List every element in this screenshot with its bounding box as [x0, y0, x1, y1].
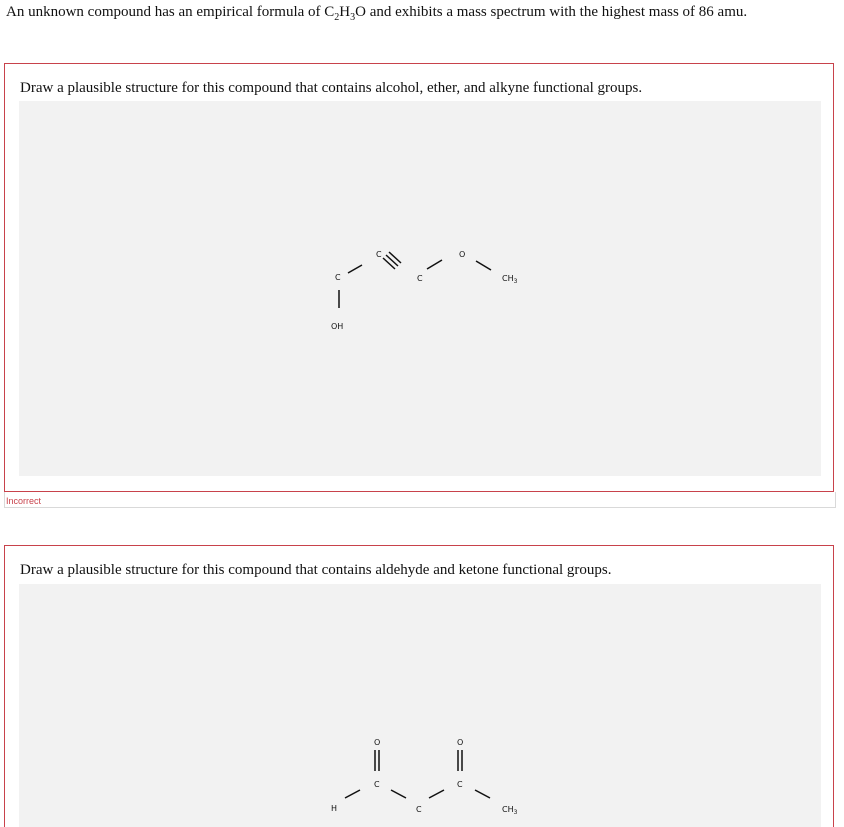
bond-c2-c3-triple-3 [389, 252, 401, 263]
bond-h-c1 [345, 790, 360, 798]
atom-c2: C [416, 805, 422, 814]
atom-ch3: $CH_3$ [502, 274, 518, 285]
atom-c2: C [376, 250, 382, 259]
atom-h: H [331, 804, 338, 813]
atom-c3: C [417, 274, 423, 283]
feedback-status: Incorrect [6, 496, 42, 506]
atom-o1: O [374, 738, 381, 747]
atom-ch3: $CH_3$ [502, 805, 518, 816]
atom-c3: C [457, 780, 463, 789]
bond-c3-ch3 [475, 790, 490, 798]
part-1-box [4, 63, 834, 492]
part-2-box [4, 545, 834, 827]
part-1-prompt: Draw a plausible structure for this compound that contains alcohol, ether, and alkyne functional groups. [20, 80, 643, 96]
atom-o2: O [457, 738, 464, 747]
atom-o1: O [459, 250, 466, 259]
question-text: An unknown compound has an empirical formula of $C_2H_3O$ and exhibits a mass spectrum with the highest mass of 86 amu. [6, 4, 748, 23]
bond-c3-o [427, 260, 442, 269]
bond-c2-c3-triple-2 [386, 255, 398, 266]
bond-c2-c3-triple-1 [383, 258, 395, 269]
atom-oh: OH [331, 322, 344, 331]
bond-c1-c2 [348, 265, 362, 273]
atom-c1: C [374, 780, 380, 789]
part-1-feedback [4, 492, 836, 508]
bond-c2-c3 [429, 790, 444, 798]
part-2-prompt: Draw a plausible structure for this compound that contains aldehyde and ketone functional groups. [20, 562, 612, 578]
bond-c1-c2 [391, 790, 406, 798]
bond-o-ch3 [476, 261, 491, 270]
part-2-structure [19, 584, 821, 827]
part-1-drawing-canvas[interactable] [19, 101, 821, 476]
part-2-drawing-canvas[interactable] [19, 584, 821, 827]
atom-c1: C [335, 273, 341, 282]
part-1-structure [19, 101, 821, 476]
